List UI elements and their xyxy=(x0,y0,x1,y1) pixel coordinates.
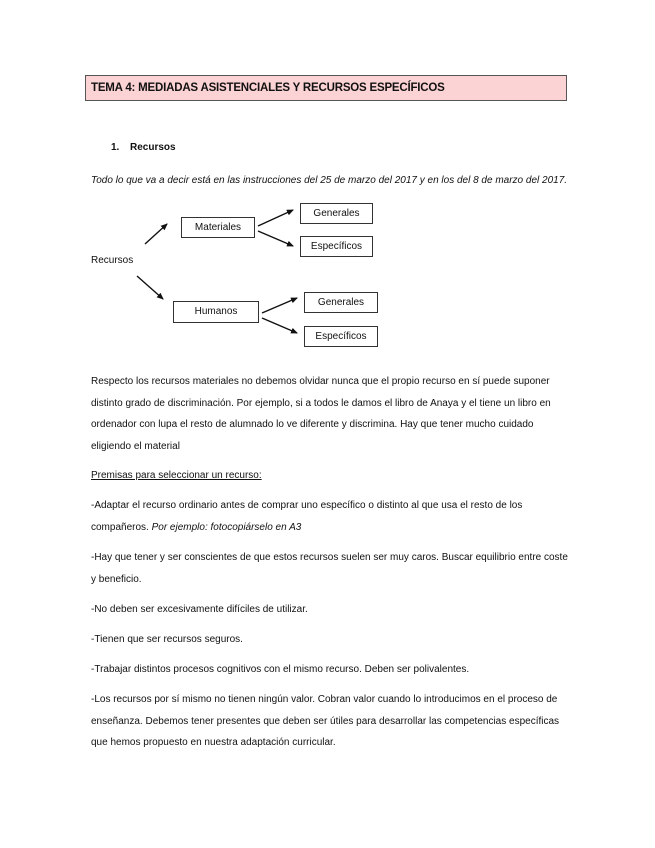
page-title: TEMA 4: MEDIADAS ASISTENCIALES Y RECURSOS ESPECÍFICOS xyxy=(85,75,567,101)
paragraph-recursos-materiales: Respecto los recursos materiales no debemos olvidar nunca que el propio recurso en sí puede suponer distinto grado de discriminación. Por ejemplo, si a todos le damos el libro de Anaya y el tiene un libro en ordenador con lupa el resto de alumnado lo ve diferente y discrimina. Hay que tener mucho cuidado eligiendo el material xyxy=(91,376,551,452)
box-materiales: Materiales xyxy=(181,217,255,238)
box-humanos-especificos: Específicos xyxy=(304,326,378,347)
arrow-recursos-humanos xyxy=(137,276,163,299)
section-number: 1. xyxy=(111,142,120,153)
premisa-1-text: -Adaptar el recurso ordinario antes de comprar uno específico o distinto al que usa el resto de los compañeros. xyxy=(91,500,523,533)
premisa-3: -No deben ser excesivamente difíciles de utilizar. xyxy=(91,604,308,615)
premisas-heading: Premisas para seleccionar un recurso: xyxy=(91,470,262,481)
premisa-6: -Los recursos por sí mismo no tienen ningún valor. Cobran valor cuando lo introducimos en el proceso de enseñanza. Debemos tener presentes que deben ser útiles para desarrollar las competencias específicas que hemos propuesto en nuestra adaptación curricular. xyxy=(91,694,560,748)
section-label: Recursos xyxy=(130,142,176,153)
arrow-humanos-generales xyxy=(262,298,297,313)
box-materiales-especificos: Específicos xyxy=(300,236,373,257)
box-humanos-generales: Generales xyxy=(304,292,378,313)
arrow-recursos-materiales xyxy=(145,224,167,244)
arrow-humanos-especificos xyxy=(262,318,297,333)
premisa-5: -Trabajar distintos procesos cognitivos con el mismo recurso. Deben ser polivalentes. xyxy=(91,664,470,675)
premisa-2: -Hay que tener y ser conscientes de que estos recursos suelen ser muy caros. Buscar equilibrio entre coste y beneficio. xyxy=(91,552,568,585)
diagram-root-label: Recursos xyxy=(91,255,134,266)
intro-paragraph: Todo lo que va a decir está en las instrucciones del 25 de marzo del 2017 y en los del 8 de marzo del 2017. xyxy=(91,175,568,186)
premisa-1-example: Por ejemplo: fotocopiárselo en A3 xyxy=(151,521,302,533)
premisa-4: -Tienen que ser recursos seguros. xyxy=(91,634,243,645)
arrow-materiales-especificos xyxy=(258,231,293,246)
arrow-materiales-generales xyxy=(258,210,293,226)
box-humanos: Humanos xyxy=(173,301,259,323)
box-materiales-generales: Generales xyxy=(300,203,373,224)
premisa-1 xyxy=(91,495,571,538)
